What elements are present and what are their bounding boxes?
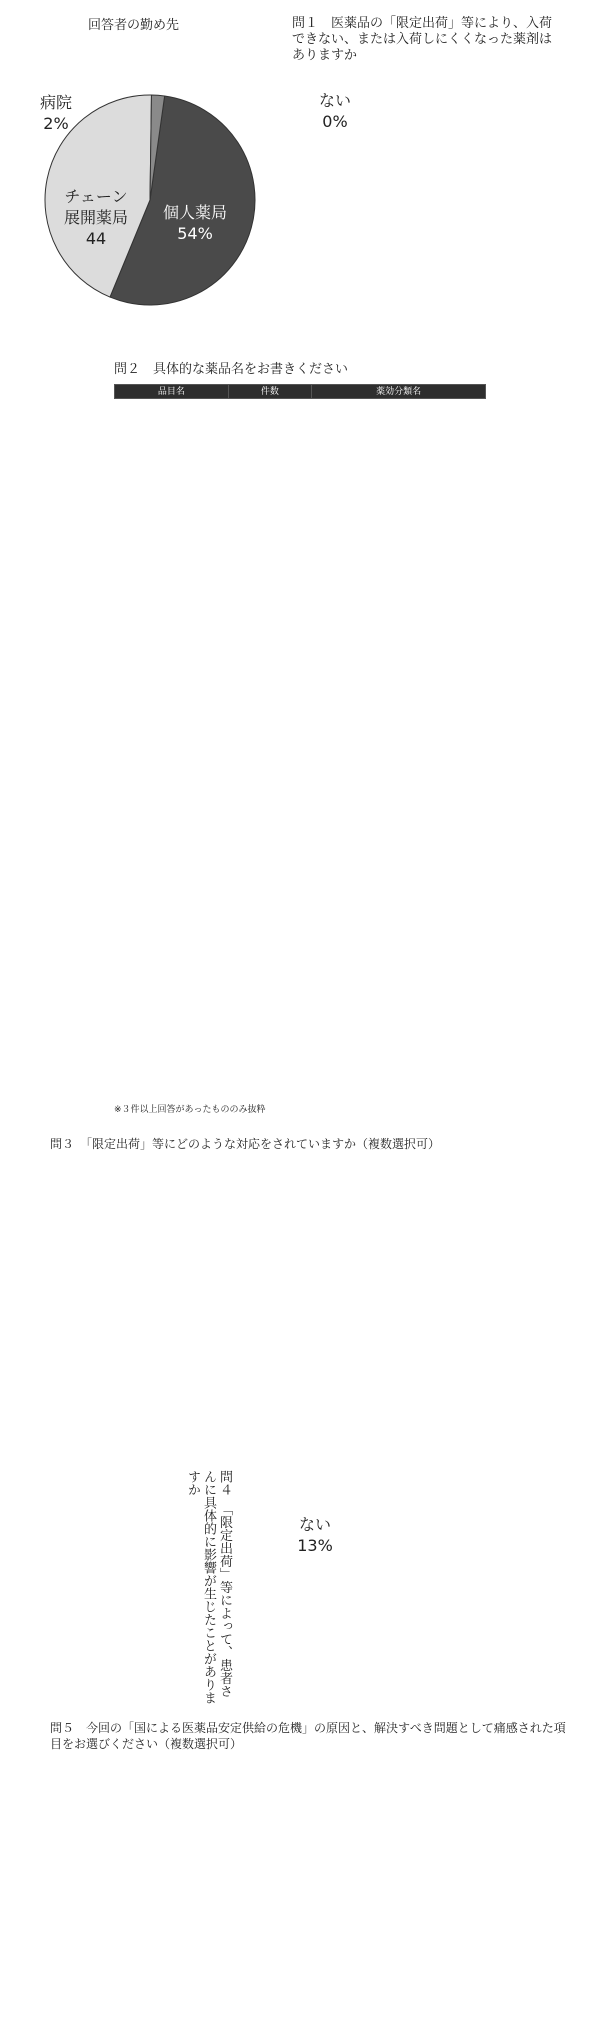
- pie2-label-nai: ない 0%: [318, 91, 351, 131]
- pie4-chart: [0, 1460, 600, 1700]
- bar5-chart: [0, 1740, 600, 2040]
- bar5-title: 問５ 今回の「国による医薬品安定供給の危機」の原因と、解決すべき問題として痛感された項目をお選びください（複数選択可）: [50, 1721, 566, 1751]
- drug-table: [114, 384, 486, 399]
- pie1-label-chain: チェーン 展開薬局 44: [63, 187, 128, 248]
- col-header-item: 品目名: [115, 385, 229, 399]
- pie2-title: 問１ 医薬品の「限定出荷」等により、入荷できない、または入荷しにくくなった薬剤はありますか: [292, 16, 553, 63]
- col-header-class: 薬効分類名: [312, 385, 486, 399]
- bar3-title: 問３ 「限定出荷」等にどのような対応をされていますか（複数選択可）: [50, 1137, 441, 1151]
- pie4-title: 問４ 「限定出荷」等によって、患者さんに具体的に影響が生じたことがありますか: [185, 1470, 232, 1704]
- pie2-label-ari: ある 100%: [422, 195, 468, 235]
- table-note: ※３件以上回答があったもののみ抜粋: [114, 1105, 266, 1115]
- pie1-label-kojin: 個人薬局 54%: [162, 203, 227, 243]
- pie4-label-nai: ない 13%: [297, 1515, 333, 1555]
- bar3-chart: [0, 1150, 600, 1450]
- pie1-label-hospital: 病院 2%: [39, 93, 72, 133]
- pie4-label-ari: ある 87%: [337, 1631, 373, 1671]
- col-header-count: 件数: [228, 385, 312, 399]
- pie1-title: 回答者の勤め先: [88, 18, 180, 33]
- table-title: 問２ 具体的な薬品名をお書きください: [114, 362, 349, 377]
